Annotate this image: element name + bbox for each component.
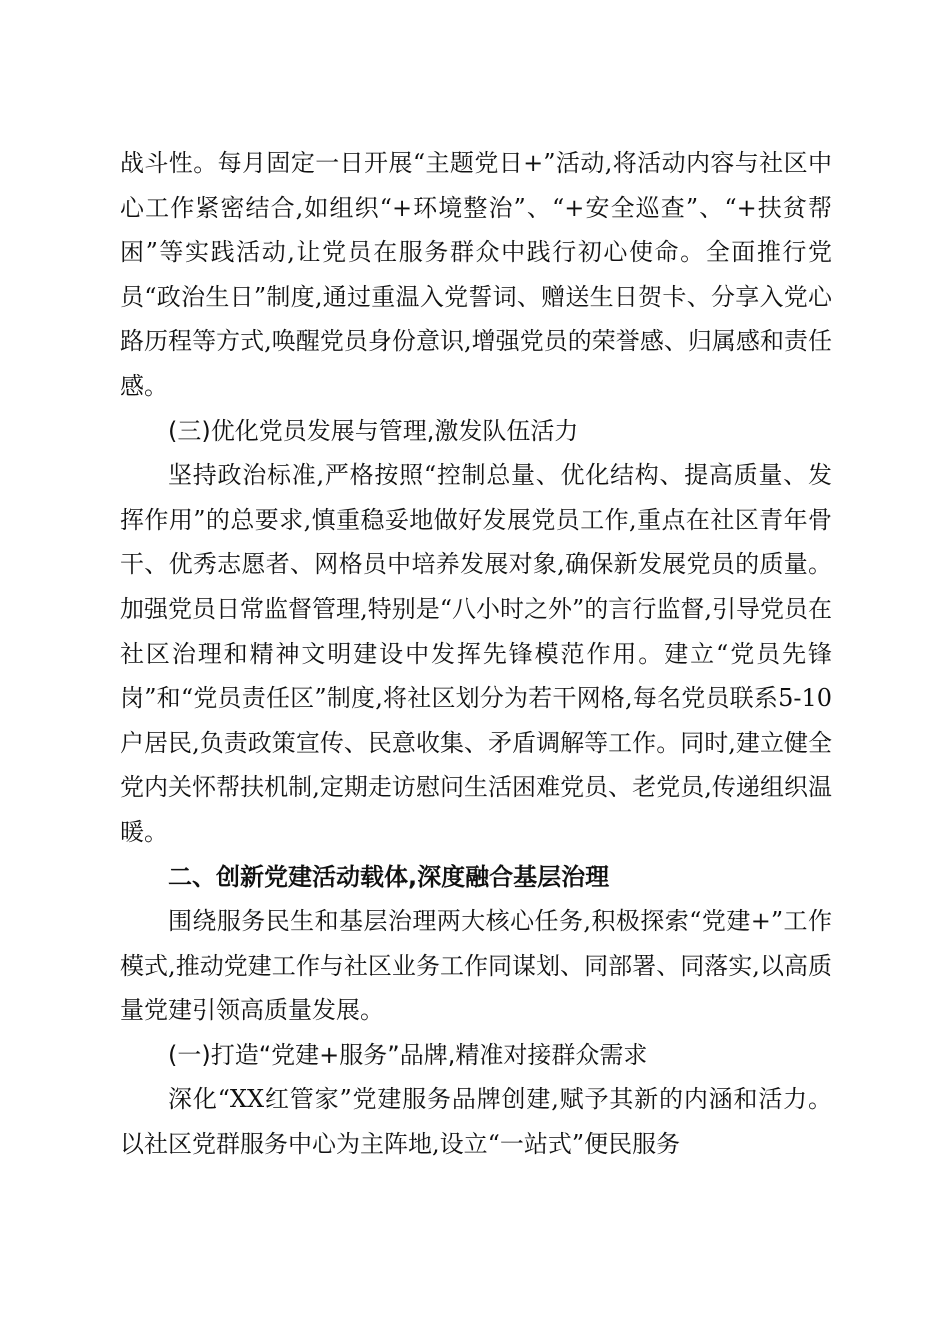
- body-paragraph-party-building-plus: 围绕服务民生和基层治理两大核心任务,积极探索“党建+”工作模式,推动党建工作与社区业务工作同谋划、同部署、同落实,以高质量党建引领高质量发展。: [120, 907, 832, 1025]
- section-heading-2: 二、创新党建活动载体,深度融合基层治理: [168, 862, 610, 891]
- section-subheading-1: (一)打造“党建+服务”品牌,精准对接群众需求: [168, 1040, 648, 1069]
- body-paragraph-member-management: 坚持政治标准,严格按照“控制总量、优化结构、提高质量、发挥作用”的总要求,慎重稳妥地做好发展党员工作,重点在社区青年骨干、优秀志愿者、网格员中培养发展对象,确保新发展党员的质量。加强党员日常监督管理,特别是“八小时之外”的言行监督,引导党员在社区治理和精神文明建设中发挥先锋模范作用。建立“党员先锋岗”和“党员责任区”制度,将社区划分为若干网格,每名党员联系5-10户居民,负责政策宣传、民意收集、矛盾调解等工作。同时,建立健全党内关怀帮扶机制,定期走访慰问生活困难党员、老党员,传递组织温暖。: [120, 461, 832, 846]
- body-paragraph-continued: 战斗性。每月固定一日开展“主题党日+”活动,将活动内容与社区中心工作紧密结合,如组织“+环境整治”、“+安全巡查”、“+扶贫帮困”等实践活动,让党员在服务群众中践行初心使命。全面推行党员“政治生日”制度,通过重温入党誓词、赠送生日贺卡、分享入党心路历程等方式,唤醒党员身份意识,增强党员的荣誉感、归属感和责任感。: [120, 149, 832, 400]
- section-subheading-3: (三)优化党员发展与管理,激发队伍活力: [168, 416, 579, 445]
- document-page: [120, 141, 832, 1167]
- body-paragraph-service-brand: 深化“XX红管家”党建服务品牌创建,赋予其新的内涵和活力。以社区党群服务中心为主阵地,设立“一站式”便民服务: [120, 1085, 832, 1159]
